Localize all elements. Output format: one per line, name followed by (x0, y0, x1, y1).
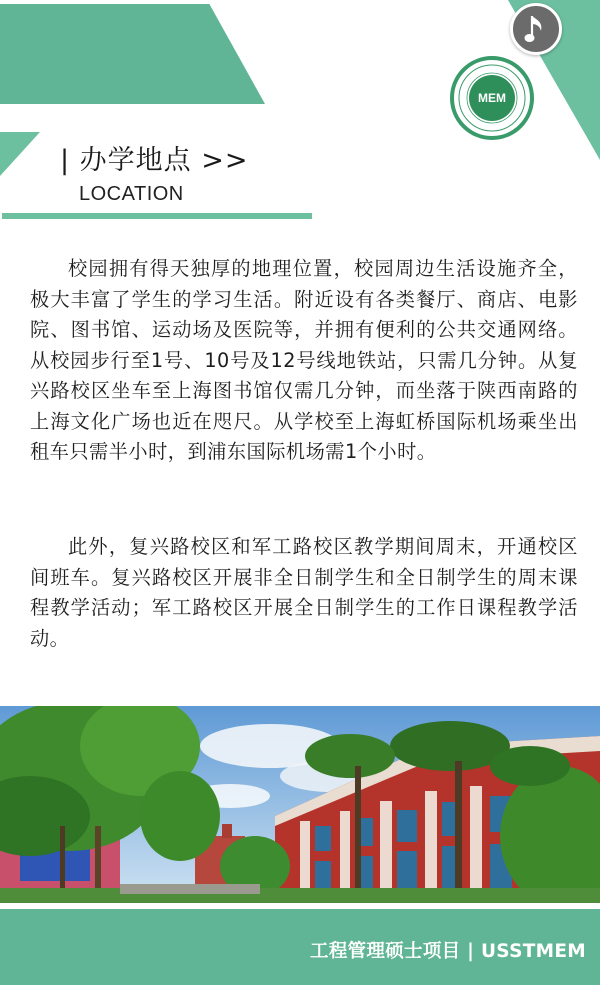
location-paragraph-1: 校园拥有得天独厚的地理位置，校园周边生活设施齐全，极大丰富了学生的学习生活。附近设有各类餐厅、商店、电影院、图书馆、运动场及医院等，并拥有便利的公共交通网络。从校园步行至1号、10号及12号线地铁站，只需几分钟。从复兴路校区坐车至上海图书馆仅需几分钟，而坐落于陕西南路的上海文化广场也近在咫尺。从学校至上海虹桥国际机场乘坐出租车只需半小时，到浦东国际机场需1个小时。 (30, 257, 578, 463)
footer-bar (0, 909, 600, 985)
title-underline (2, 213, 312, 219)
campus-photo (0, 706, 600, 903)
music-note-icon (523, 12, 549, 46)
logo-text: MEM (469, 75, 515, 121)
section-title: | 办学地点 >> (60, 145, 249, 176)
location-paragraph-2: 此外，复兴路校区和军工路校区教学期间周末，开通校区间班车。复兴路校区开展非全日制学生和全日制学生的周末课程教学活动；军工路校区开展全日制学生的工作日课程教学活动。 (30, 535, 578, 650)
title-triangle-decoration (0, 132, 40, 176)
section-subtitle: LOCATION (79, 183, 184, 205)
music-toggle-button[interactable] (510, 3, 562, 55)
university-logo (450, 56, 534, 140)
top-banner-decoration (0, 4, 265, 104)
logo-ring (454, 60, 530, 136)
footer-brand-text: 工程管理硕士项目 | USSTMEM (310, 941, 586, 962)
